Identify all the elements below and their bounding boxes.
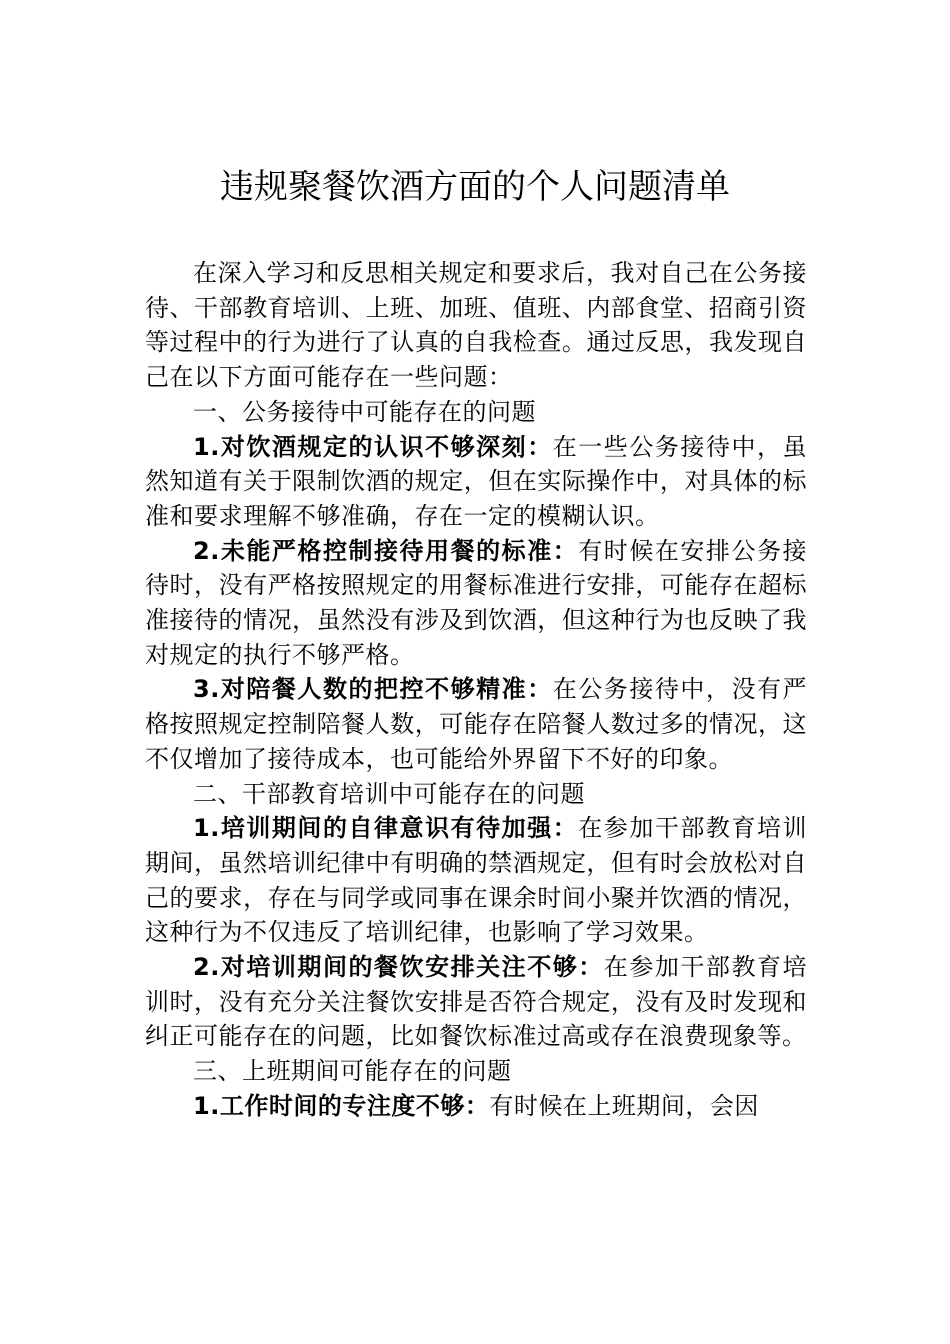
list-item (145, 672, 807, 776)
intro-paragraph: 在深入学习和反思相关规定和要求后，我对自己在公务接待、干部教育培训、上班、加班、值班、内部食堂、招商引资等过程中的行为进行了认真的自我检查。通过反思，我发现自己在以下方面可能存在一些问题： (145, 259, 807, 392)
section-heading: 一、公务接待中可能存在的问题 (193, 397, 536, 426)
list-item (145, 430, 807, 534)
list-item (145, 950, 807, 1054)
item-text: 有时候在安排公务接待时，没有严格按照规定的用餐标准进行安排，可能存在超标准接待的情况，虽然没有涉及到饮酒，但这种行为也反映了我对规定的执行不够严格。 (145, 536, 807, 669)
list-item (145, 811, 807, 950)
item-text: 有时候在上班期间，会因 (489, 1091, 759, 1120)
item-label: 2.对培训期间的餐饮安排关注不够： (193, 953, 604, 982)
item-text: 在参加干部教育培训期间，虽然培训纪律中有明确的禁酒规定，但有时会放松对自己的要求，存在与同学或同事在课余时间小聚并饮酒的情况，这种行为不仅违反了培训纪律，也影响了学习效果。 (145, 814, 807, 947)
item-label: 3.对陪餐人数的把控不够精准： (193, 675, 553, 704)
item-label: 1.对饮酒规定的认识不够深刻： (193, 432, 553, 461)
document-title: 违规聚餐饮酒方面的个人问题清单 (220, 167, 730, 207)
document-body (145, 256, 807, 1124)
item-text: 在公务接待中，没有严格按照规定控制陪餐人数，可能存在陪餐人数过多的情况，这不仅增加了接待成本，也可能给外界留下不好的印象。 (145, 675, 807, 773)
section-heading: 二、干部教育培训中可能存在的问题 (193, 779, 585, 808)
section-heading: 三、上班期间可能存在的问题 (193, 1057, 512, 1086)
item-text: 在一些公务接待中，虽然知道有关于限制饮酒的规定，但在实际操作中，对具体的标准和要求理解不够准确，存在一定的模糊认识。 (145, 432, 807, 530)
item-label: 2.未能严格控制接待用餐的标准： (193, 536, 579, 565)
item-label: 1.培训期间的自律意识有待加强： (193, 814, 579, 843)
item-text: 在参加干部教育培训时，没有充分关注餐饮安排是否符合规定，没有及时发现和纠正可能存在的问题，比如餐饮标准过高或存在浪费现象等。 (145, 953, 808, 1051)
list-item (145, 534, 807, 673)
item-label: 1.工作时间的专注度不够： (193, 1091, 490, 1120)
list-item (145, 1089, 807, 1124)
